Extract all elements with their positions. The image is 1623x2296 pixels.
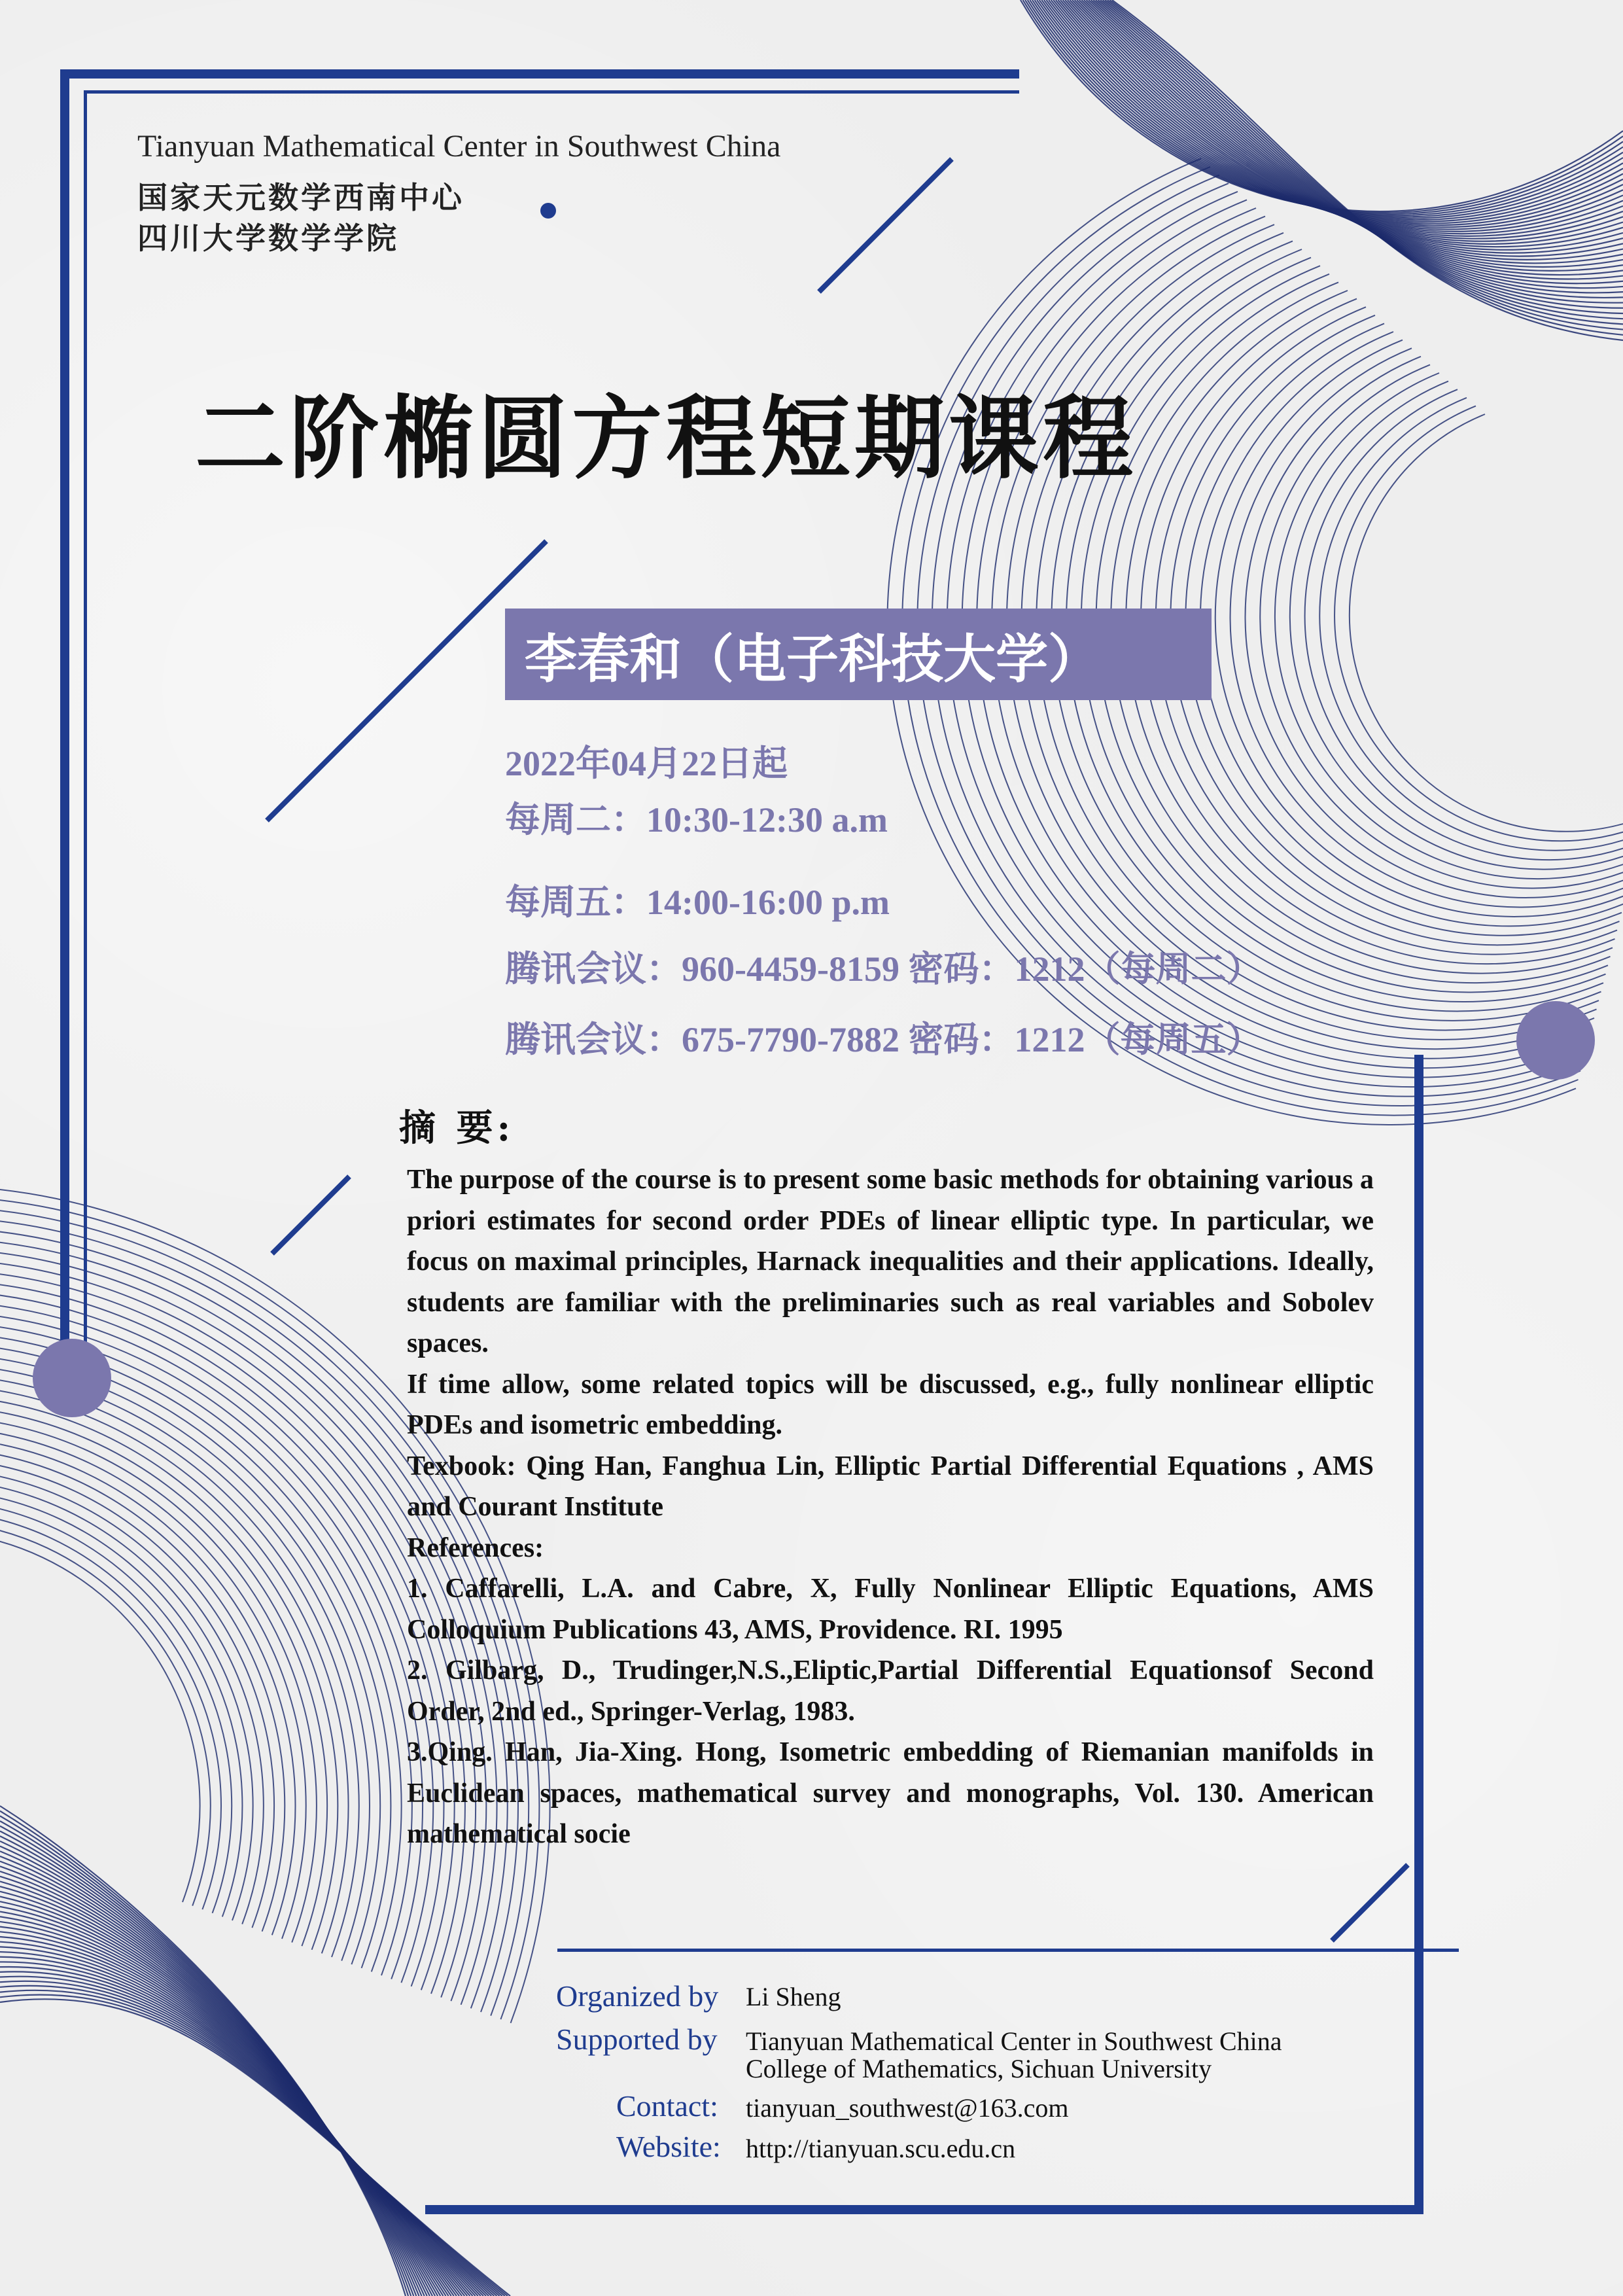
org-name-cn: 国家天元数学西南中心: [137, 180, 464, 215]
line-art-curve: [0, 1816, 411, 2296]
frame-top-bar: [60, 69, 1019, 79]
diagonal-stroke: [272, 1176, 349, 1254]
line-art-curve: [1305, 389, 1623, 860]
line-art-curve: [0, 1500, 232, 1913]
supported-by-line-2: College of Mathematics, Sichuan University: [746, 2054, 1212, 2083]
abstract-body: [407, 1159, 1374, 1855]
line-art-curve: [1098, 0, 1623, 308]
accent-circle-right: [1516, 1001, 1595, 1080]
line-art-curve: [1185, 323, 1622, 935]
line-art-curve: [1109, 0, 1623, 335]
line-art-curve: [0, 1866, 438, 2296]
college-name-cn: 四川大学数学学院: [137, 221, 399, 256]
line-art-curve: [0, 1479, 253, 1920]
textbook-line: Texbook: Qing Han, Fanghua Lin, Elliptic Partial Differential Equations , AMS and Courant Institute: [407, 1451, 1374, 1522]
line-art-curve: [1246, 357, 1623, 898]
supported-by-label: Supported by: [556, 2022, 718, 2056]
abstract-heading: 摘 要:: [399, 1106, 515, 1150]
speaker-banner: [505, 609, 1212, 700]
line-art-curve: [1141, 299, 1614, 964]
line-art-curve: [0, 1877, 443, 2296]
line-art-curve: [0, 1395, 338, 1950]
website-url: http://tianyuan.scu.edu.cn: [746, 2134, 1016, 2163]
line-art-curve: [0, 1531, 200, 1902]
organized-by-value: Li Sheng: [746, 1982, 841, 2011]
abstract-paragraph: The purpose of the course is to present some basic methods for obtaining various a priori estimates for second order PDEs of linear elliptic type. In particular, we focus on maximal principles, Harnack inequalities and their applications. Ideally, students are familiar with the preliminaries such as real variables and Sobolev spaces.: [407, 1165, 1374, 1358]
small-dot: [540, 203, 556, 219]
line-art-curve: [1260, 364, 1623, 888]
diagonal-stroke: [819, 159, 952, 292]
meeting-info-friday: 腾讯会议：675-7790-7882 密码：1212（每周五）: [505, 1020, 1262, 1059]
references-label: References:: [407, 1532, 544, 1563]
frame-top-thin-line: [86, 90, 1019, 94]
schedule-start-date: 2022年04月22日起: [505, 744, 788, 783]
speaker-name: 李春和（电子科技大学）: [525, 628, 1100, 690]
line-art-curve: [0, 1426, 306, 1939]
frame-bottom-bar: [425, 2205, 1423, 2214]
accent-circle-left: [33, 1339, 111, 1417]
schedule-friday: 每周五：14:00-16:00 p.m: [505, 883, 890, 922]
diagonal-stroke: [1332, 1865, 1408, 1941]
line-art-curve: [0, 1811, 408, 2296]
diagonal-stroke: [267, 541, 546, 821]
line-art-curve: [0, 1489, 242, 1916]
reference-item: 1. Caffarelli, L.A. and Cabre, X, Fully Nonlinear Elliptic Equations, AMS Colloquium Publications 43, AMS, Providence. RI. 1995: [407, 1574, 1374, 1645]
line-art-curve: [1350, 414, 1623, 832]
line-art-curve: [1108, 0, 1623, 330]
line-art-curve: [1230, 348, 1623, 907]
footer-divider-line: [557, 1949, 1459, 1952]
line-art-curve: [0, 1881, 446, 2296]
reference-item: 3.Qing. Han, Jia-Xing. Hong, Isometric embedding of Riemanian manifolds in Euclidean spaces, mathematical survey and monographs, Vol. 130. American mathematical socie: [407, 1737, 1374, 1849]
website-label: Website:: [616, 2130, 721, 2163]
organized-by-label: Organized by: [556, 1979, 719, 2013]
supported-by-line-1: Tianyuan Mathematical Center in Southwest China: [746, 2026, 1282, 2056]
frame-left-thin-line: [84, 90, 87, 1392]
line-art-curve: [0, 1856, 432, 2296]
abstract-paragraph: If time allow, some related topics will be discussed, e.g., fully nonlinear elliptic PDEs and isometric embedding.: [407, 1369, 1374, 1440]
line-art-curve: [0, 1862, 435, 2296]
line-art-curve: [1156, 307, 1617, 954]
reference-item: 2. Gilbarg, D., Trudinger,N.S.,Eliptic,Partial Differential Equationsof Second Order, 2nd ed., Springer-Verlag, 1983.: [407, 1655, 1374, 1727]
line-art-curve: [1112, 0, 1623, 340]
line-art-curve: [0, 1886, 449, 2296]
meeting-info-tuesday: 腾讯会议：960-4459-8159 密码：1212（每周二）: [505, 949, 1262, 989]
contact-email: tianyuan_southwest@163.com: [746, 2093, 1069, 2123]
schedule-tuesday: 每周二：10:30-12:30 a.m: [505, 800, 888, 839]
line-art-curve: [0, 1871, 440, 2296]
line-art-curve: [1319, 398, 1623, 851]
line-art-curve: [1035, 0, 1623, 220]
line-art-curve: [1335, 406, 1623, 841]
line-art-curve: [0, 1821, 413, 2296]
contact-label: Contact:: [616, 2089, 718, 2123]
line-art-curve: [1290, 381, 1623, 870]
frame-right-bar: [1414, 1055, 1423, 2213]
line-art-curve: [0, 1806, 406, 2296]
org-name-en: Tianyuan Mathematical Center in Southwest China: [137, 129, 781, 164]
line-art-curve: [1200, 332, 1623, 926]
line-art-curve: [1215, 340, 1623, 917]
page-title: 二阶椭圆方程短期课程: [195, 385, 1138, 491]
line-art-curve: [0, 1353, 380, 1964]
frame-left-bar: [60, 69, 69, 1371]
line-art-curve: [1275, 373, 1623, 879]
